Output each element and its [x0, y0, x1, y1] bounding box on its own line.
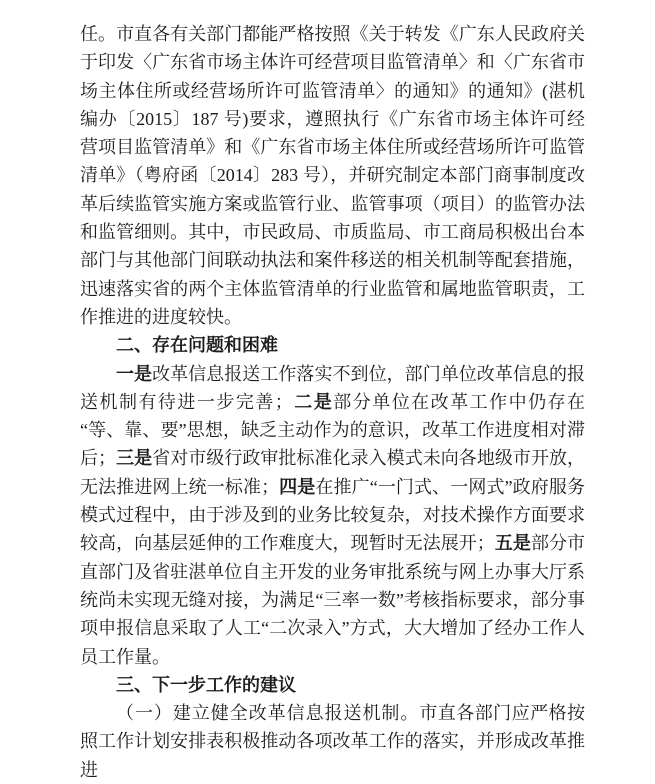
text-run: 一是 [116, 363, 153, 384]
section-heading-problems [80, 331, 585, 359]
text-run: 部分市直部门及省驻湛单位自主开发的业务审批系统与网上办事大厅系统尚未实现无缝对接，为满足“三率一数”考核指标要求，部分事项申报信息采取了人工“二次录入”方式，大大增加了经办工作人员工作量。 [80, 533, 586, 667]
text-run: 四是 [279, 476, 316, 497]
text-run: （一）建立健全改革信息报送机制。 [116, 703, 420, 724]
text-run: 省对市级行政审批标准化录入模式未向各地级市开放，无法推进网上统一标准； [80, 448, 586, 497]
text-run: 三是 [116, 448, 153, 469]
document-body [80, 20, 585, 784]
text-run: 二是 [292, 391, 334, 412]
paragraph-suggestion-1 [80, 699, 585, 784]
paragraph-problems [80, 360, 585, 671]
text-run: 市直各部门应严格按照工作计划安排表积极推动各项改革工作的落实，并形成改革推进 [80, 703, 586, 780]
text-run: 任。市直各有关部门都能严格按照《关于转发《广东人民政府关于印发〈广东省市场主体许可经营项目监管清单〉和〈广东省市场主体住所或经营场所许可监管清单〉的通知》的通知》(湛机编办〔2015〕187 号)要求，遵照执行《广东省市场主体许可经营项目监管清单》和《广东省市场主体住所或经营场所许可监管清单》（粤府函〔2014〕283 号），并研究制定本部门商事制度改革后续监管实施方案或监管行业、监管事项（项目）的监管办法和监管细则。其中，市民政局、市质监局、市工商局积极出台本部门与其他部门间联动执法和案件移送的相关机制等配套措施，迅速落实省的两个主体监管清单的行业监管和属地监管职责，工作推进的进度较快。 [80, 24, 585, 327]
text-run: 在推广“一门式、一网式”政府服务模式过程中，由于涉及到的业务比较复杂，对技术操作方面要求较高，向基层延伸的工作难度大，现暂时无法展开； [80, 476, 585, 554]
section-heading-suggestions [80, 671, 585, 699]
text-run: 部分单位在改革工作中仍存在“等、靠、要”思想，缺乏主动作为的意识，改革工作进度相对滞后； [80, 391, 586, 469]
text-run: 二、存在问题和困难 [116, 335, 278, 356]
paragraph-continued-from-previous-page [80, 20, 585, 331]
text-run: 五是 [494, 533, 531, 554]
text-run: 三、下一步工作的建议 [116, 674, 296, 695]
text-run: 改革信息报送工作落实不到位，部门单位改革信息的报送机制有待进一步完善； [80, 363, 586, 412]
